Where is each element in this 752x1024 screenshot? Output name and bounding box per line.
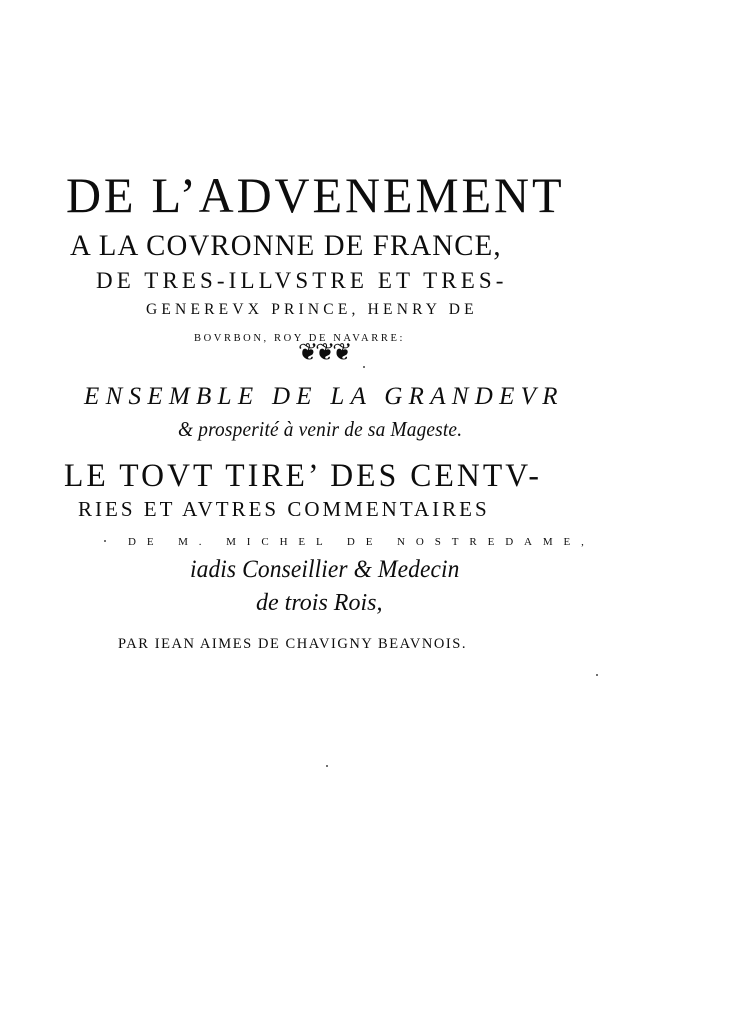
source-line-1: LE TOVT TIRE’ DES CENTV- [64,458,542,494]
scan-speck [596,674,598,676]
author-line-2: iadis Conseillier & Medecin [190,556,460,583]
title-line-5: BOVRBON, ROY DE NAVARRE: [194,333,405,344]
title-line-2: A LA COVRONNE DE FRANCE, [70,229,502,262]
title-line-3: DE TRES-ILLVSTRE ET TRES- [96,268,508,293]
title-line-1: DE L’ADVENEMENT [66,167,565,223]
author-line-3: de trois Rois, [256,590,383,616]
subtitle-line-1: ENSEMBLE DE LA GRANDEVR [84,383,564,410]
scan-speck [326,765,328,767]
fleuron-ornament-icon: ❦❦❦ [298,340,350,366]
source-line-2: RIES ET AVTRES COMMENTAIRES [78,497,490,521]
subtitle-line-2: & prosperité à venir de sa Mageste. [178,417,463,441]
author-line-1: DE M. MICHEL DE NOSTREDAME, [128,536,595,548]
title-line-4: GENEREVX PRINCE, HENRY DE [146,301,478,318]
compiler-line: PAR IEAN AIMES DE CHAVIGNY BEAVNOIS. [118,636,468,652]
scan-speck [104,540,106,542]
scan-speck [363,366,365,368]
